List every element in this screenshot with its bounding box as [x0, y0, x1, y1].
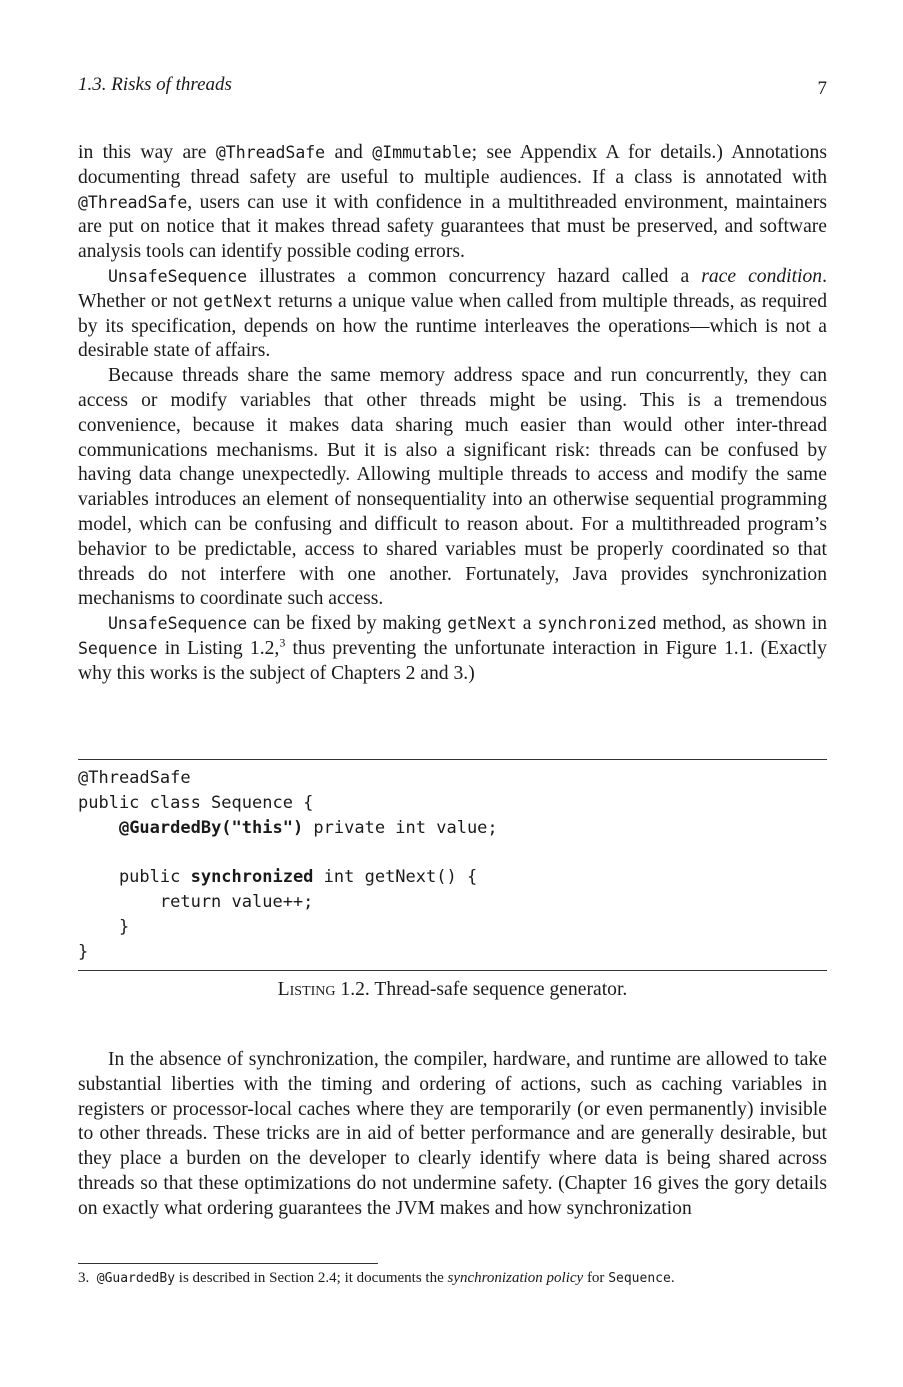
code-keyword: synchronized [190, 867, 314, 888]
inline-code: @Immutable [372, 143, 472, 162]
listing-bottom-rule [78, 970, 827, 971]
running-head [78, 74, 828, 96]
inline-code: @ThreadSafe [215, 143, 326, 162]
code-line: @ThreadSafe [78, 768, 191, 788]
emphasis: synchronization policy [447, 1270, 584, 1286]
caption-label: Listing [277, 979, 336, 1000]
emphasis: race condition [701, 265, 823, 287]
footnote-reference: 3 [279, 635, 286, 650]
code-line: @GuardedBy("this") private int value; [118, 817, 498, 838]
footnote: 3. @GuardedBy is described in Section 2.4; it documents the synchronization policy for Sequence. [78, 1270, 675, 1286]
inline-code: getNext [203, 291, 273, 311]
code-annotation: @GuardedBy("this") [118, 817, 304, 838]
body-text-upper [78, 141, 827, 687]
paragraph-synchronization: In the absence of synchronization, the compiler, hardware, and runtime are allowed to take substantial liberties with the timing and ordering of actions, such as caching variables in registers or processor-local caches where they are temporarily (or even permanently) invisible to other threads. These tricks are in aid of better performance and are generally desirable, but they place a burden on the developer to clearly identify where data is being shared across threads so that these optimizations do not undermine safety. (Chapter 16 gives the gory details on exactly what ordering guarantees the JVM makes and how synchronization [78, 1049, 827, 1219]
paragraph-fix: UnsafeSequence can be fixed by making getNext a synchronized method, as shown in Sequence in Listing 1.2,$^3$ thus preventing the unfortunate interaction in Figure 1.1. (Exactly why this works is the subject of Chapters 2 and 3.) [78, 613, 827, 684]
page-number: 7 [817, 78, 827, 99]
inline-code: UnsafeSequence [108, 614, 248, 634]
listing-top-rule [78, 759, 827, 760]
inline-code: synchronized [537, 614, 657, 634]
inline-code: getNext [447, 614, 517, 634]
code-line: } [78, 916, 130, 937]
footnote-number: 3. [78, 1270, 90, 1286]
paragraph-shared-memory: Because threads share the same memory address space and run concurrently, they can access or modify variables that other threads might be using. This is a tremendous convenience, because it makes data sharing much easier than would other inter-thread communications mechanisms. But it is also a significant risk: threads can be confused by having data change unexpectedly. Allowing multiple threads to access and modify the same variables introduces an element of nonsequentiality into an otherwise sequential programming model, which can be confusing and difficult to reason about. For a multithreaded program’s behavior to be predictable, access to shared variables must be properly coordinated so that threads do not interfere with one another. Fortunately, Java provides synchronization mechanisms to coordinate such access. [78, 365, 827, 610]
paragraph-race-condition: UnsafeSequence illustrates a common concurrency hazard called a race condition. Whether or not getNext returns a unique value when called from multiple threads, as required by its specification, depends on how the runtime interleaves the operations—which is not a desirable state of affairs. [78, 265, 827, 362]
listing-caption [78, 979, 827, 1001]
code-listing [78, 766, 827, 964]
code-line: public class Sequence { [78, 792, 314, 813]
inline-code: @GuardedBy [96, 1271, 176, 1286]
code-line: return value++; [78, 891, 314, 912]
footnote-rule [78, 1263, 378, 1264]
code-line: public synchronized int getNext() { [78, 867, 478, 888]
body-text-lower [78, 1048, 827, 1222]
section-title: 1.3. Risks of threads [78, 74, 232, 95]
inline-code: @ThreadSafe [78, 192, 188, 212]
inline-code: Sequence [608, 1271, 671, 1286]
code-blank-line [78, 840, 827, 865]
code-line: } [78, 941, 89, 962]
caption-text: 1.2. Thread-safe sequence generator. [335, 979, 628, 1000]
inline-code: UnsafeSequence [108, 266, 248, 286]
paragraph-annotations: in this way are @ThreadSafe and @Immutable; see Appendix A for details.) Annotations documenting thread safety are useful to multiple audiences. If a class is annotated with @ThreadSafe, users can use it with confidence in a multithreaded environment, maintainers are put on notice that it makes thread safety guarantees that must be preserved, and software analysis tools can identify possible coding errors. [78, 142, 827, 263]
inline-code: Sequence [78, 638, 158, 658]
